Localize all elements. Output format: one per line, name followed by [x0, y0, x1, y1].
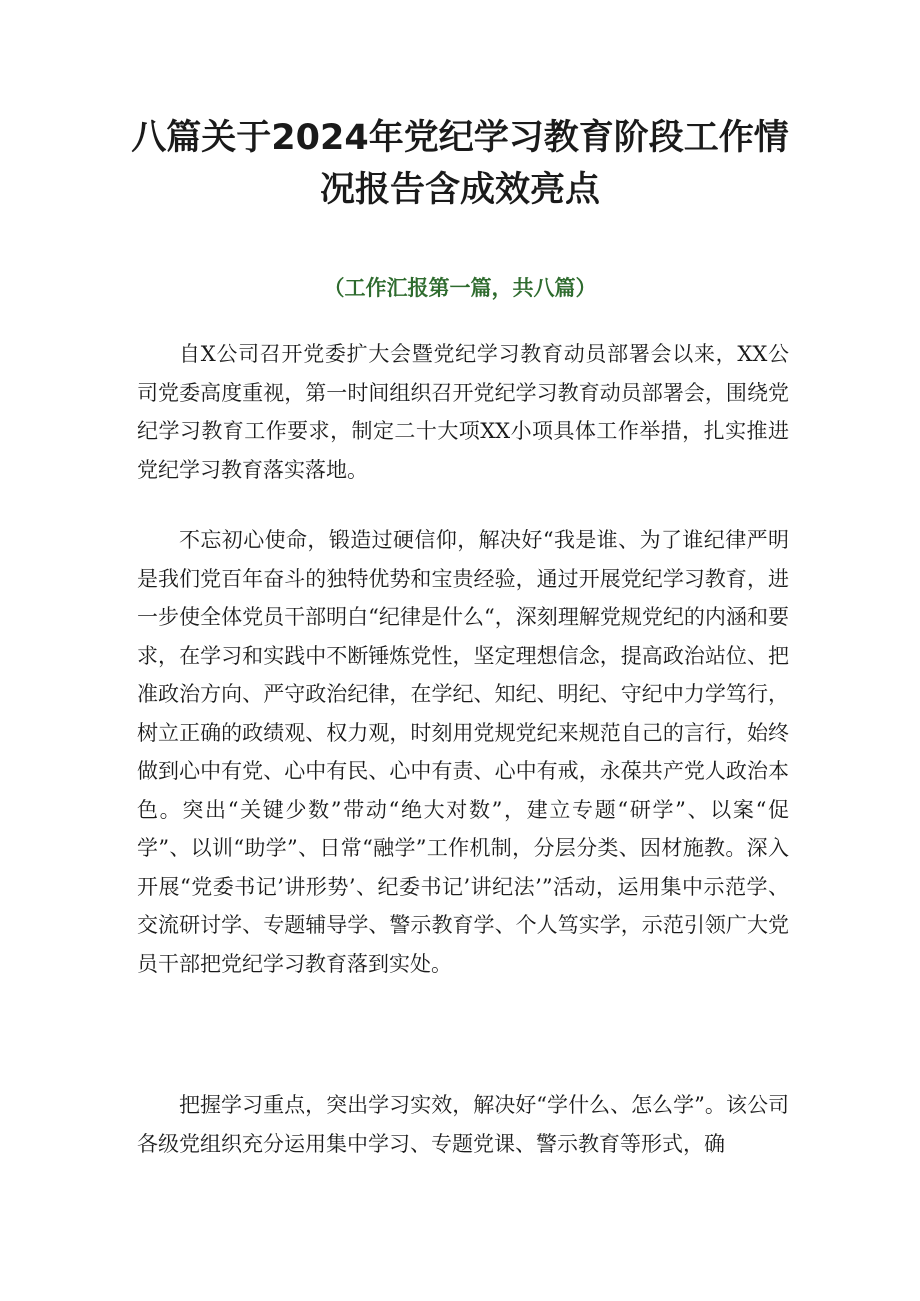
title-line-2: 况报告含成效亮点	[319, 170, 600, 210]
document-subtitle: （工作汇报第一篇，共八篇）	[323, 276, 597, 300]
title-line-1: 八篇关于2024年党纪学习教育阶段工作情	[131, 118, 789, 158]
document-title	[100, 112, 820, 216]
paragraph-2: 不忘初心使命，锻造过硬信仰，解决好“我是谁、为了谁纪律严明是我们党百年奋斗的独特优势和宝贵经验，通过开展党纪学习教育，进一步使全体党员干部明白“纪律是什么“，深刻理解党规党纪的内涵和要求，在学习和实践中不断锤炼党性，坚定理想信念，提高政治站位、把准政治方向、严守政治纪律，在学纪、知纪、明纪、守纪中力学笃行，树立正确的政绩观、权力观，时刻用党规党纪来规范自己的言行，始终做到心中有党、心中有民、心中有责、心中有戒，永葆共产党人政治本色。突出“关键少数”带动“绝大对数”，建立专题“研学”、以案“促学”、以训“助学”、日常“融学”工作机制，分层分类、因材施教。深入开展“党委书记’讲形势’、纪委书记’讲纪法’”活动，运用集中示范学、交流研讨学、专题辅导学、警示教育学、个人笃实学，示范引领广大党员干部把党纪学习教育落到实处。	[137, 528, 789, 976]
paragraph-3: 把握学习重点，突出学习实效，解决好“学什么、怎么学”。该公司各级党组织充分运用集中学习、专题党课、警示教育等形式，确	[137, 1093, 789, 1156]
paragraph-1: 自X公司召开党委扩大会暨党纪学习教育动员部署会以来，XX公司党委高度重视，第一时间组织召开党纪学习教育动员部署会，围绕党纪学习教育工作要求，制定二十大项XX小项具体工作举措，扎实推进党纪学习教育落实落地。	[137, 342, 789, 482]
